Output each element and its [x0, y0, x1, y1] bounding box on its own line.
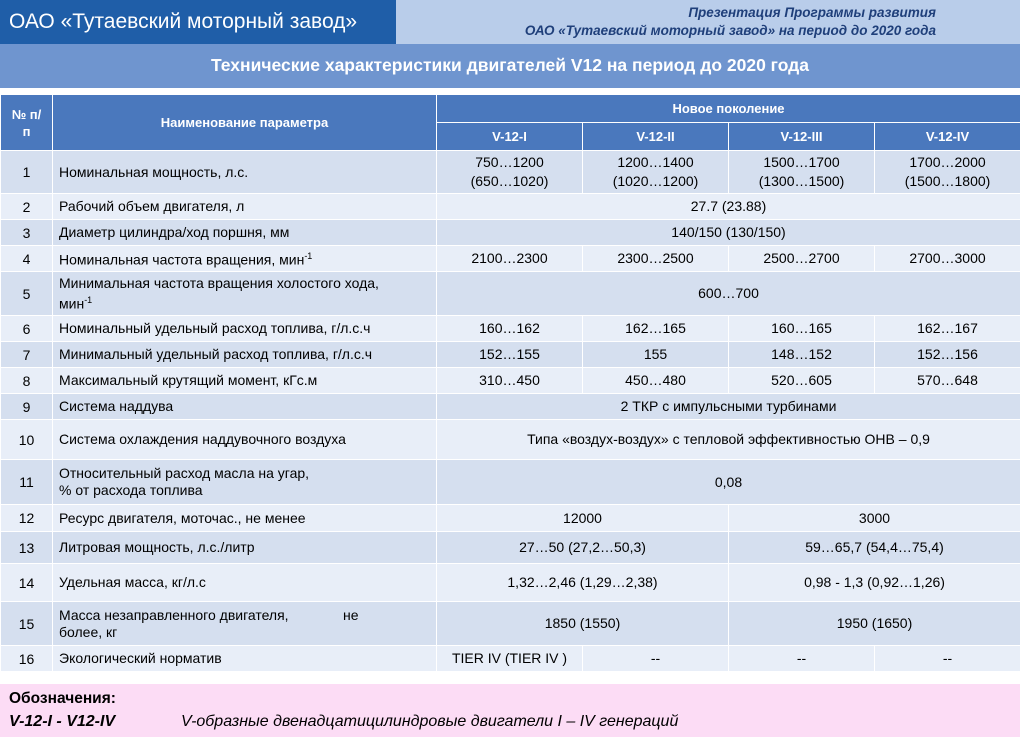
row-value: 162…165 [583, 316, 729, 342]
row-value: 152…156 [875, 342, 1020, 368]
row-param: Диаметр цилиндра/ход поршня, мм [53, 220, 437, 246]
row-number: 8 [1, 368, 53, 394]
engine-header: V-12-III [729, 123, 875, 151]
table-row [1, 368, 1020, 394]
table-row [1, 194, 1020, 220]
table-row [1, 394, 1020, 420]
row-param [53, 272, 437, 316]
param-text: Относительный расход масла на угар, [59, 465, 310, 481]
table-row [1, 460, 1020, 505]
param-text-2: мин [59, 295, 85, 312]
param-superscript: -1 [84, 294, 93, 305]
row-value: 160…165 [729, 316, 875, 342]
table-row [1, 420, 1020, 460]
row-value: 0,08 [437, 460, 1020, 505]
row-value: 160…162 [437, 316, 583, 342]
param-text-2: % от расхода топлива [59, 482, 203, 498]
table-row [1, 532, 1020, 564]
table-row [1, 151, 1020, 194]
row-value [875, 151, 1020, 194]
row-value: 155 [583, 342, 729, 368]
row-number: 2 [1, 194, 53, 220]
row-param: Экологический норматив [53, 646, 437, 672]
row-value: 2500…2700 [729, 246, 875, 272]
row-param [53, 602, 437, 646]
row-param: Система охлаждения наддувочного воздуха [53, 420, 437, 460]
row-param: Рабочий объем двигателя, л [53, 194, 437, 220]
row-number: 11 [1, 460, 53, 505]
presentation-caption [396, 0, 1020, 44]
col-param-header: Наименование параметра [53, 95, 437, 151]
row-value [729, 151, 875, 194]
col-group-header: Новое поколение [437, 95, 1020, 123]
row-number: 6 [1, 316, 53, 342]
value-alt: (1020…1200) [612, 173, 699, 189]
row-value: 2700…3000 [875, 246, 1020, 272]
row-param [53, 460, 437, 505]
row-value [437, 151, 583, 194]
row-number: 4 [1, 246, 53, 272]
legend-text: V-образные двенадцатицилиндровые двигатели I – IV генераций [181, 713, 679, 730]
row-value: -- [875, 646, 1020, 672]
row-number: 9 [1, 394, 53, 420]
row-value: 3000 [729, 505, 1020, 532]
value-main: 750…1200 [475, 154, 544, 170]
legend-code: V-12-I - V12-IV [9, 713, 116, 730]
row-value: 27.7 (23.88) [437, 194, 1020, 220]
col-num-header: № п/п [1, 95, 53, 151]
table-row [1, 272, 1020, 316]
row-value: 1,32…2,46 (1,29…2,38) [437, 564, 729, 602]
table-row [1, 505, 1020, 532]
row-value: 1950 (1650) [729, 602, 1020, 646]
row-param: Ресурс двигателя, моточас., не менее [53, 505, 437, 532]
row-number: 13 [1, 532, 53, 564]
row-value: 1850 (1550) [437, 602, 729, 646]
row-number: 14 [1, 564, 53, 602]
table-row [1, 316, 1020, 342]
row-value: 0,98 - 1,3 (0,92…1,26) [729, 564, 1020, 602]
row-number: 3 [1, 220, 53, 246]
row-value: 148…152 [729, 342, 875, 368]
row-value: -- [729, 646, 875, 672]
value-alt: (650…1020) [470, 173, 549, 189]
row-value [583, 151, 729, 194]
row-value: 520…605 [729, 368, 875, 394]
presentation-line-1: Презентация Программы развития [688, 5, 936, 20]
value-main: 1500…1700 [763, 154, 840, 170]
engine-header: V-12-II [583, 123, 729, 151]
table-row [1, 220, 1020, 246]
param-superscript: -1 [304, 251, 313, 262]
row-value: 2 ТКР с импульсными турбинами [437, 394, 1020, 420]
row-number: 10 [1, 420, 53, 460]
value-alt: (1500…1800) [904, 173, 991, 189]
row-value: 310…450 [437, 368, 583, 394]
row-value: Типа «воздух-воздух» с тепловой эффективностью ОНВ – 0,9 [437, 420, 1020, 460]
row-value: -- [583, 646, 729, 672]
specs-table [0, 94, 1020, 672]
table-row [1, 342, 1020, 368]
param-text: Минимальная частота вращения холостого хода, [59, 274, 379, 291]
row-number: 16 [1, 646, 53, 672]
company-name: ОАО «Тутаевский моторный завод» [0, 0, 396, 44]
row-param [53, 246, 437, 272]
engine-header: V-12-IV [875, 123, 1020, 151]
row-param: Минимальный удельный расход топлива, г/л.с.ч [53, 342, 437, 368]
row-param: Номинальная мощность, л.с. [53, 151, 437, 194]
row-number: 1 [1, 151, 53, 194]
legend [0, 684, 1020, 737]
row-value: 450…480 [583, 368, 729, 394]
table-row [1, 646, 1020, 672]
row-value: 2300…2500 [583, 246, 729, 272]
row-value: 27…50 (27,2…50,3) [437, 532, 729, 564]
table-row [1, 602, 1020, 646]
table-row [1, 564, 1020, 602]
row-param: Номинальный удельный расход топлива, г/л.с.ч [53, 316, 437, 342]
row-param: Система наддува [53, 394, 437, 420]
legend-line [9, 710, 1020, 734]
row-number: 5 [1, 272, 53, 316]
row-param: Литровая мощность, л.с./литр [53, 532, 437, 564]
row-value: 12000 [437, 505, 729, 532]
row-value: 162…167 [875, 316, 1020, 342]
row-value: 2100…2300 [437, 246, 583, 272]
value-alt: (1300…1500) [758, 173, 845, 189]
table-header-row [1, 95, 1020, 123]
row-value: 600…700 [437, 272, 1020, 316]
param-text: Номинальная частота вращения, мин [59, 251, 305, 268]
legend-heading: Обозначения: [9, 690, 116, 707]
row-number: 7 [1, 342, 53, 368]
param-text-2: более, кг [59, 623, 118, 640]
row-value: 570…648 [875, 368, 1020, 394]
row-number: 15 [1, 602, 53, 646]
value-main: 1200…1400 [617, 154, 694, 170]
row-param: Удельная масса, кг/л.с [53, 564, 437, 602]
row-value: 140/150 (130/150) [437, 220, 1020, 246]
value-main: 1700…2000 [909, 154, 986, 170]
row-value: 152…155 [437, 342, 583, 368]
page-title: Технические характеристики двигателей V12 на период до 2020 года [0, 44, 1020, 88]
row-value: 59…65,7 (54,4…75,4) [729, 532, 1020, 564]
presentation-line-2: ОАО «Тутаевский моторный завод» на период до 2020 года [524, 23, 936, 38]
row-value: TIER IV (TIER IV ) [437, 646, 583, 672]
row-param: Максимальный крутящий момент, кГс.м [53, 368, 437, 394]
param-text: Масса незаправленного двигателя, не [59, 606, 359, 623]
table-row [1, 246, 1020, 272]
engine-header: V-12-I [437, 123, 583, 151]
row-number: 12 [1, 505, 53, 532]
